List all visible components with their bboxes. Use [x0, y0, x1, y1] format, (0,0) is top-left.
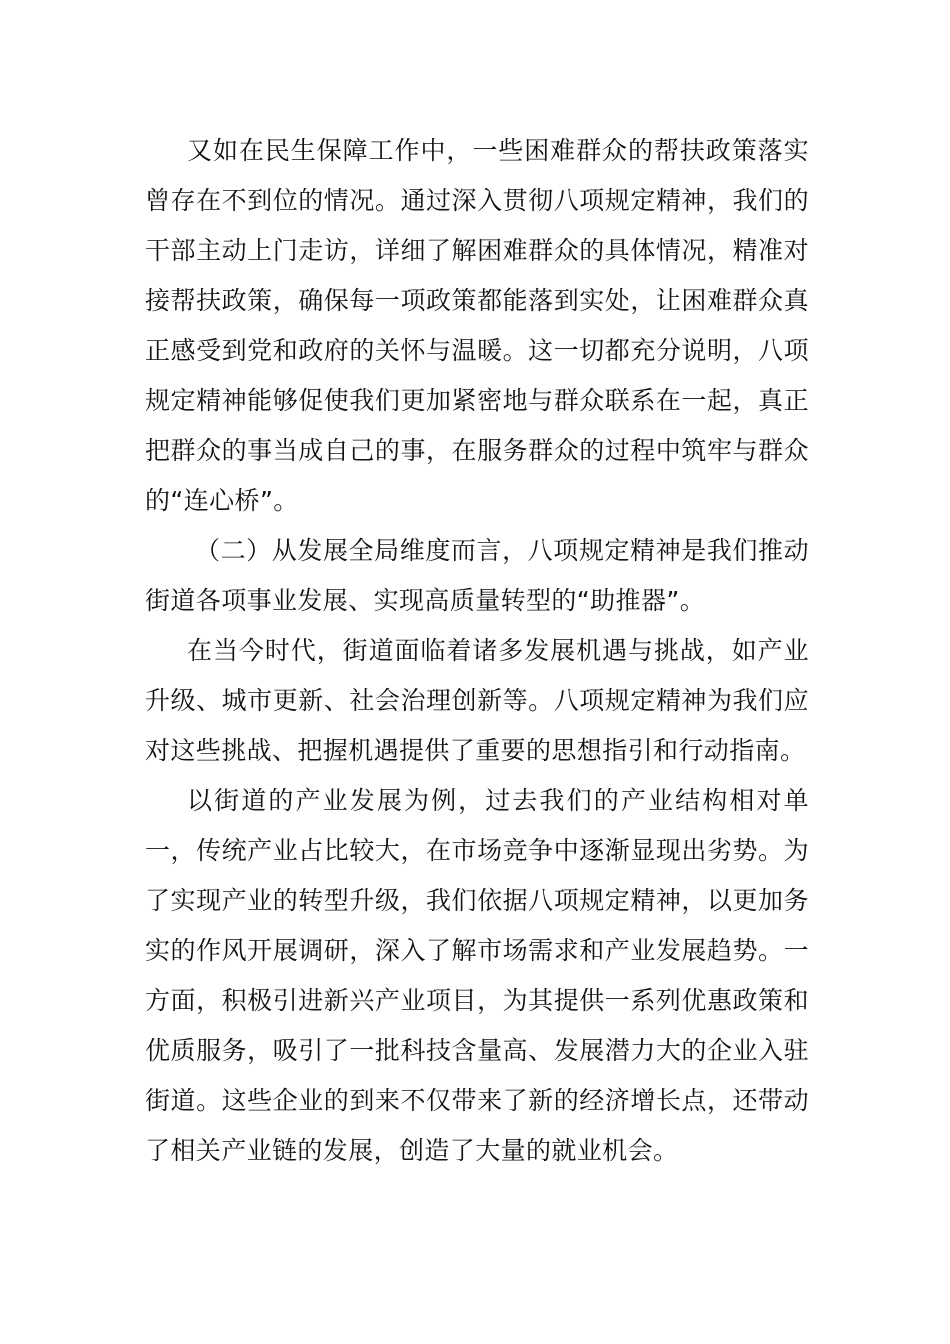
section-heading-development: （二）从发展全局维度而言，八项规定精神是我们推动街道各项事业发展、实现高质量转型的“助推器”。: [145, 536, 809, 615]
paragraph-industry-development: 以街道的产业发展为例，过去我们的产业结构相对单一，传统产业占比较大，在市场竞争中逐渐显现出劣势。为了实现产业的转型升级，我们依据八项规定精神，以更加务实的作风开展调研，深入了解市场需求和产业发展趋势。一方面，积极引进新兴产业项目，为其提供一系列优惠政策和优质服务，吸引了一批科技含量高、发展潜力大的企业入驻街道。这些企业的到来不仅带来了新的经济增长点，还带动了相关产业链的发展，创造了大量的就业机会。: [145, 786, 809, 1165]
paragraph-opportunities-challenges: 在当今时代，街道面临着诸多发展机遇与挑战，如产业升级、城市更新、社会治理创新等。八项规定精神为我们应对这些挑战、把握机遇提供了重要的思想指引和行动指南。: [145, 636, 809, 765]
paragraph-livelihood-support: 又如在民生保障工作中，一些困难群众的帮扶政策落实曾存在不到位的情况。通过深入贯彻八项规定精神，我们的干部主动上门走访，详细了解困难群众的具体情况，精准对接帮扶政策，确保每一项政策都能落到实处，让困难群众真正感受到党和政府的关怀与温暖。这一切都充分说明，八项规定精神能够促使我们更加紧密地与群众联系在一起，真正把群众的事当成自己的事，在服务群众的过程中筑牢与群众的“连心桥”。: [145, 136, 809, 515]
document-body: [145, 126, 809, 1176]
